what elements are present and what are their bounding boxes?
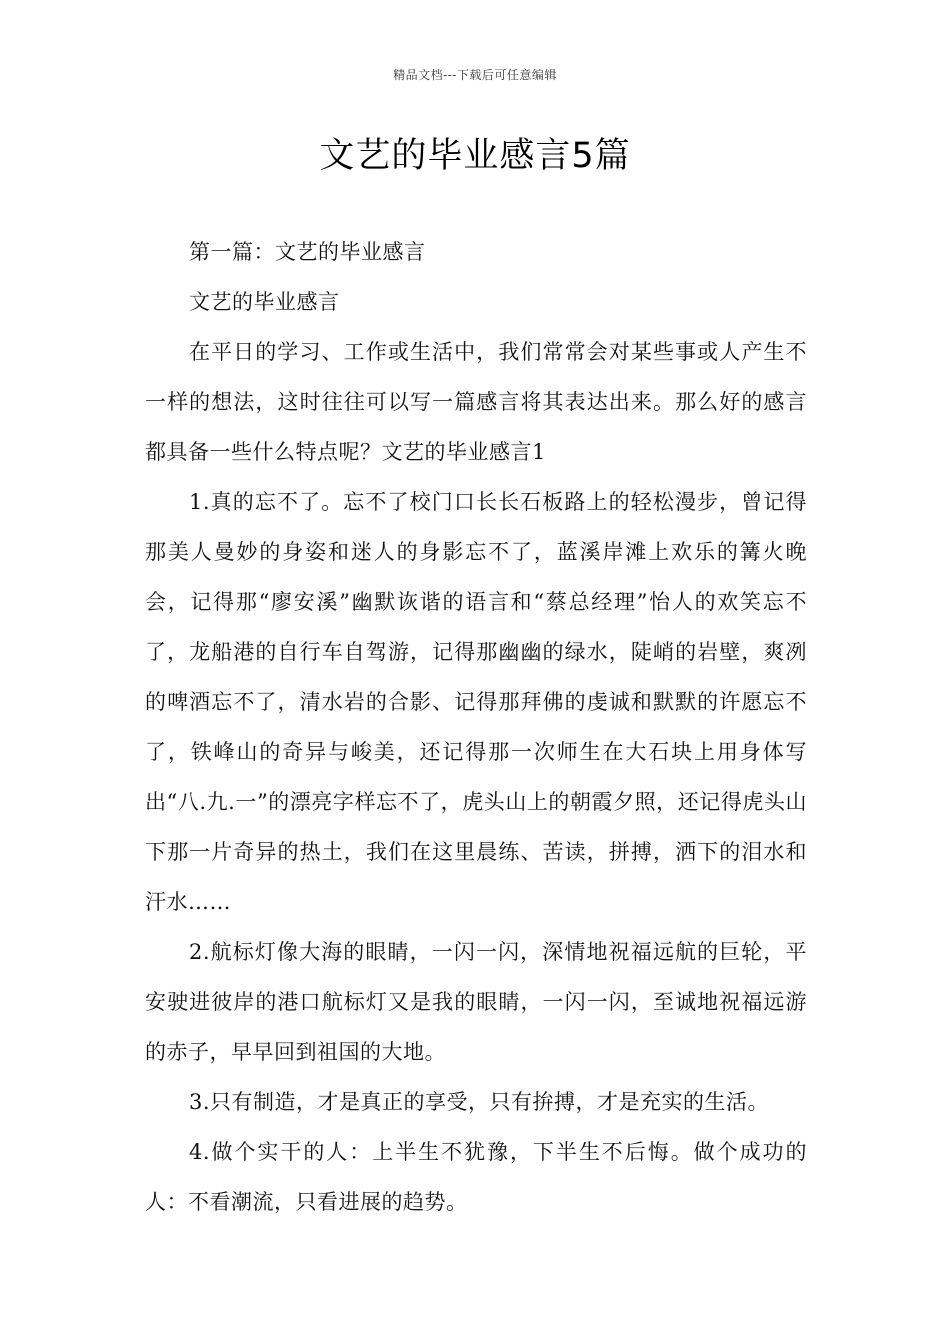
document-title: 文艺的毕业感言5篇 — [319, 136, 631, 176]
section-heading: 第一篇：文艺的毕业感言 — [189, 240, 426, 264]
body-paragraph: 在平日的学习、工作或生活中，我们常常会对某些事或人产生不一样的想法，这时往往可以写一篇感言将其表达出来。那么好的感言都具备一些什么特点呢？文艺的毕业感言1 — [145, 340, 807, 464]
article-title: 文艺的毕业感言 — [189, 290, 340, 314]
body-paragraph: 3.只有制造，才是真正的享受，只有拚搏，才是充实的生活。 — [189, 1090, 770, 1114]
header-note: 精品文档---下载后可任意编辑 — [393, 68, 557, 82]
body-paragraph: 1.真的忘不了。忘不了校门口长长石板路上的轻松漫步，曾记得那美人曼妙的身姿和迷人的身影忘不了，蓝溪岸滩上欢乐的篝火晚会，记得那“廖安溪”幽默诙谐的语言和“蔡总经理”怡人的欢笑忘不了，龙船港的自行车自驾游，记得那幽幽的绿水，陡峭的岩壁，爽冽的啤酒忘不了，清水岩的合影、记得那拜佛的虔诚和默默的许愿忘不了，铁峰山的奇异与峻美，还记得那一次师生在大石块上用身体写出“八.九.一”的漂亮字样忘不了，虎头山上的朝霞夕照，还记得虎头山下那一片奇异的热土，我们在这里晨练、苦读，拼搏，洒下的泪水和汗水…… — [145, 490, 807, 914]
body-paragraph: 2.航标灯像大海的眼睛，一闪一闪，深情地祝福远航的巨轮，平安驶进彼岸的港口航标灯又是我的眼睛，一闪一闪，至诚地祝福远游的赤子，早早回到祖国的大地。 — [145, 940, 807, 1064]
document-body — [145, 227, 807, 1227]
body-paragraph: 4.做个实干的人：上半生不犹豫，下半生不后悔。做个成功的人：不看潮流，只看进展的趋势。 — [145, 1140, 807, 1214]
